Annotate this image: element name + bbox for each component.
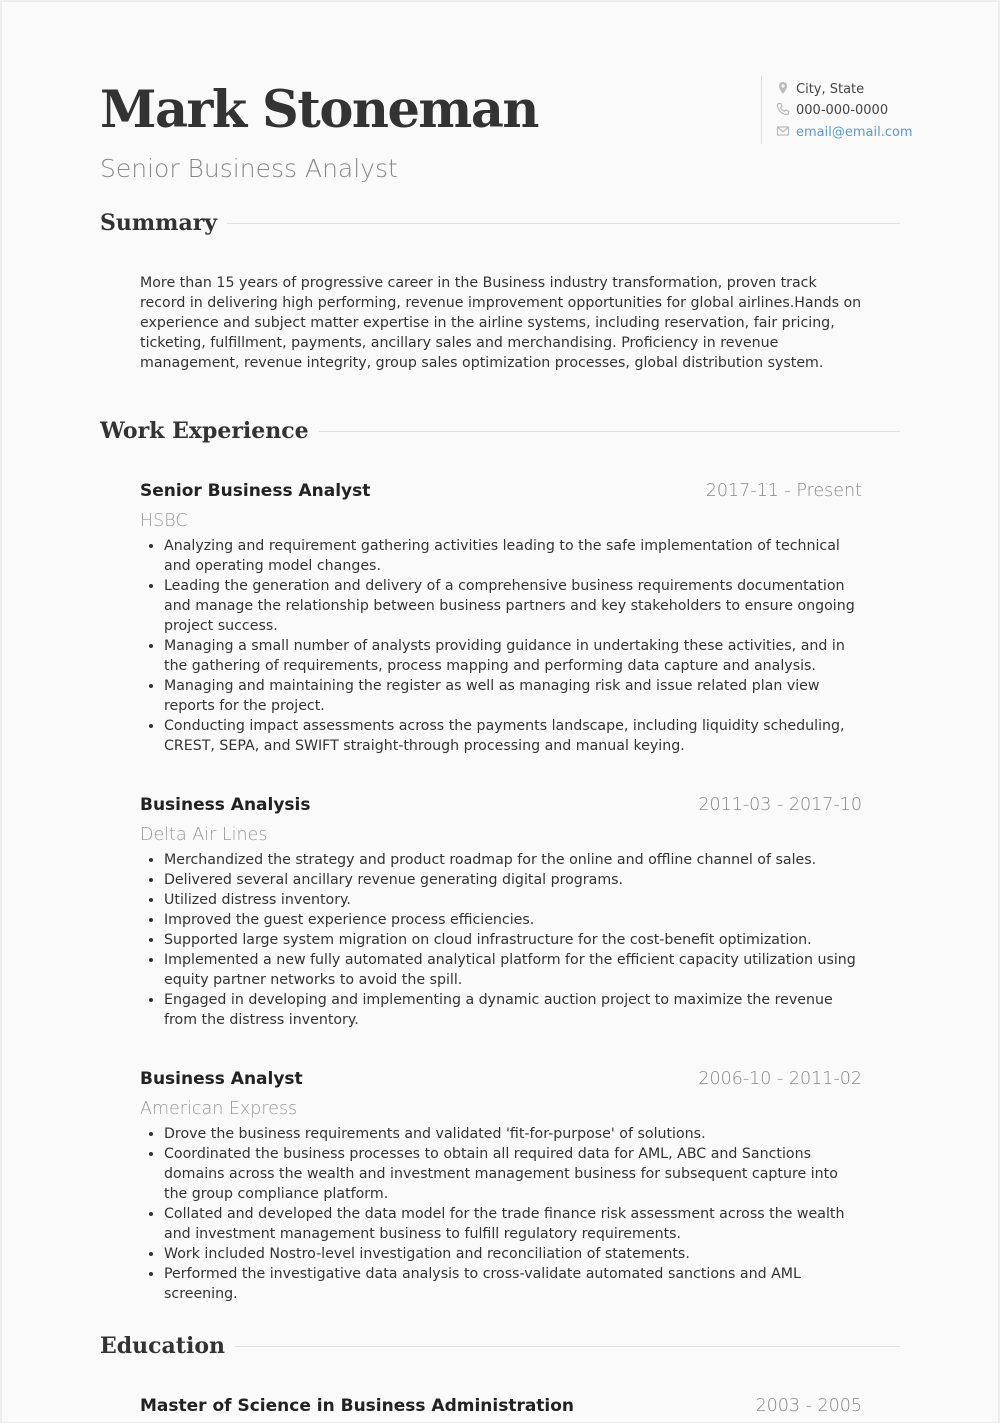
education-section-header	[100, 1331, 900, 1361]
job-bullet: • Drove the business requirements and validated 'fit-for-purpose' of solutions.	[164, 1124, 862, 1144]
job-bullet: • Utilized distress inventory.	[164, 890, 862, 910]
envelope-icon	[776, 124, 790, 138]
job-role: Senior Business Analyst	[140, 481, 371, 501]
job-bullet: • Delivered several ancillary revenue generating digital programs.	[164, 870, 862, 890]
work-section-header	[100, 416, 900, 446]
summary-heading: Summary	[100, 208, 227, 238]
job-bullet: • Implemented a new fully automated analytical platform for the efficient capacity utilization using equity partner networks to avoid the spill.	[164, 950, 862, 990]
contact-location	[776, 80, 864, 100]
candidate-title: Senior Business Analyst	[100, 154, 398, 183]
location-text: City, State	[796, 82, 865, 97]
candidate-name: Mark Stoneman	[100, 80, 538, 140]
phone-icon	[776, 102, 790, 116]
education-degree: Master of Science in Business Administration	[140, 1396, 575, 1416]
contact-email[interactable]	[776, 123, 913, 143]
job-bullet: • Engaged in developing and implementing a dynamic auction project to maximize the revenue from the distress inventory.	[164, 990, 862, 1030]
phone-text: 000-000-0000	[796, 103, 889, 118]
job-bullet: • Collated and developed the data model for the trade finance risk assessment across the wealth and investment management business to fulfill regulatory requirements.	[164, 1204, 862, 1244]
job-bullet: • Merchandized the strategy and product roadmap for the online and offline channel of sales.	[164, 850, 862, 870]
job-bullet: • Coordinated the business processes to obtain all required data for AML, ABC and Sanctions domains across the wealth and investment management business for subsequent capture into the group compliance platform.	[164, 1144, 862, 1204]
job-bullets	[140, 850, 862, 1030]
job-entry	[140, 1066, 862, 1304]
job-bullet: • Managing a small number of analysts providing guidance in undertaking these activities, and in the gathering of requirements, process mapping and performing data capture and analysis.	[164, 636, 862, 676]
education-entry	[140, 1393, 862, 1423]
summary-section-header	[100, 208, 900, 238]
job-bullet: • Supported large system migration on cloud infrastructure for the cost-benefit optimization.	[164, 930, 862, 950]
job-bullet: • Work included Nostro-level investigation and reconciliation of statements.	[164, 1244, 862, 1264]
email-link[interactable]: email@email.com	[796, 125, 913, 140]
job-bullet: • Improved the guest experience process efficiencies.	[164, 910, 862, 930]
resume-page	[2, 2, 998, 1422]
map-pin-icon	[776, 81, 790, 95]
summary-text: More than 15 years of progressive career in the Business industry transformation, proven track record in delivering high performing, revenue improvement opportunities for global airlines.Hands on experience and subject matter expertise in the airline systems, including reservation, fair pricing, ticketing, fulfillment, payments, ancillary sales and merchandising. Proficiency in revenue management, revenue integrity, group sales optimization processes, global distribution system.	[140, 275, 862, 371]
job-bullet: • Conducting impact assessments across the payments landscape, including liquidity scheduling, CREST, SEPA, and SWIFT straight-through processing and manual keying.	[164, 716, 862, 756]
education-heading: Education	[100, 1331, 235, 1361]
job-company: Delta Air Lines	[140, 825, 268, 845]
job-company: American Express	[140, 1099, 298, 1119]
job-role: Business Analyst	[140, 1069, 303, 1089]
education-dates: 2003 - 2005	[755, 1396, 862, 1416]
job-role: Business Analysis	[140, 795, 311, 815]
job-entry	[140, 792, 862, 1030]
work-heading: Work Experience	[100, 416, 319, 446]
job-bullet: • Analyzing and requirement gathering activities leading to the safe implementation of technical and operating model changes.	[164, 536, 862, 576]
job-entry	[140, 478, 862, 756]
job-bullet: • Managing and maintaining the register as well as managing risk and issue related plan view reports for the project.	[164, 676, 862, 716]
job-dates: 2017-11 - Present	[705, 481, 862, 501]
contact-phone	[776, 101, 888, 121]
job-bullet: • Performed the investigative data analysis to cross-validate automated sanctions and AML screening.	[164, 1264, 862, 1304]
job-dates: 2006-10 - 2011-02	[698, 1069, 862, 1089]
job-dates: 2011-03 - 2017-10	[698, 795, 862, 815]
contact-block	[761, 76, 922, 144]
job-bullets	[140, 536, 862, 756]
job-bullet: • Leading the generation and delivery of a comprehensive business requirements documentation and manage the relationship between business partners and key stakeholders to ensure ongoing project success.	[164, 576, 862, 636]
job-bullets	[140, 1124, 862, 1304]
job-company: HSBC	[140, 511, 188, 531]
